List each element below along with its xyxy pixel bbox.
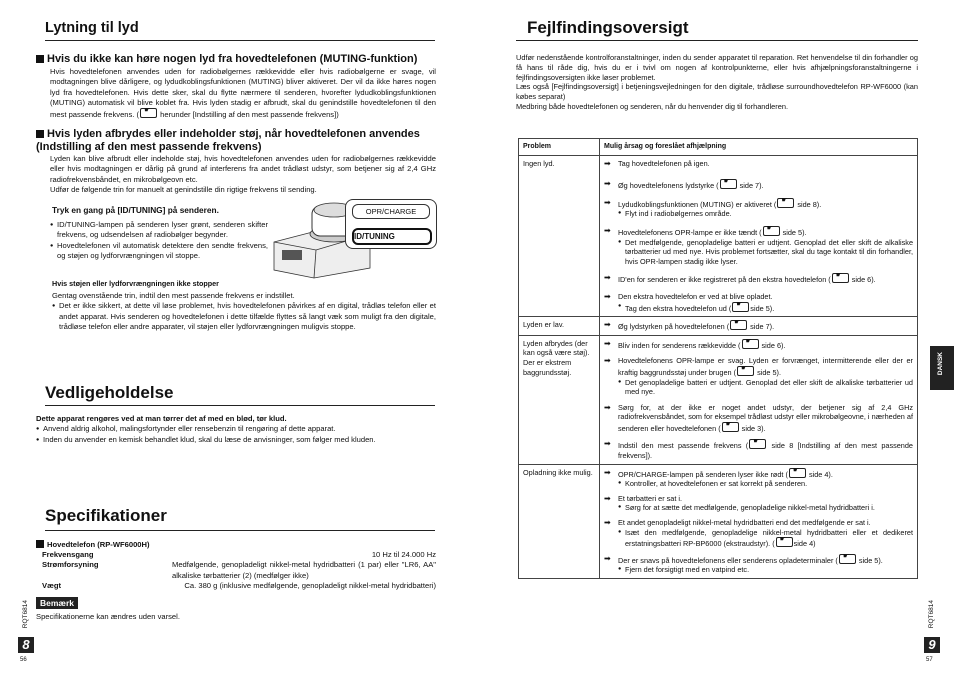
bullet-item <box>618 302 913 314</box>
problem-cell: Lyden er lav. <box>519 317 600 336</box>
heading-rule <box>45 40 435 41</box>
remedy-ref-text: side 8). <box>795 199 822 209</box>
remedy-text: Tag hovedtelefonen på igen. <box>618 158 710 168</box>
remedy-text: Et tørbatteri er sat i. <box>618 493 683 503</box>
note-text: Specifikationerne kan ændres uden varsel. <box>36 612 180 621</box>
remedy-text: Der er snavs på hovedtelefonens eller senderens opladeterminaler ( <box>618 555 838 565</box>
table-header-row <box>519 139 918 156</box>
page-reference-icon <box>777 198 794 208</box>
spec-key: Frekvensgang <box>42 550 94 559</box>
page-reference-icon <box>839 554 856 564</box>
page-number: 8 <box>18 637 34 653</box>
spec-value: Ca. 380 g (inklusive medfølgende, genopladeligt nikkel-metal hydridbatteri) <box>184 580 436 590</box>
noise-paragraph <box>52 291 436 332</box>
spec-row <box>42 550 436 560</box>
heading-rule <box>516 40 918 41</box>
paragraph-text: Udfør de følgende trin for manuelt at genindstille din rigtige frekvens til sending. <box>50 184 317 194</box>
heading-rule <box>45 530 435 531</box>
opr-charge-button-label: OPR/CHARGE <box>352 204 430 219</box>
page-reference-icon <box>730 320 747 330</box>
remedy-cell <box>600 464 918 578</box>
remedy-text: Sørg for, at der ikke er noget andet udstyr, der betjener sig af 2,4 GHz radiofrekvensbåndet, som for eksempel trådløst udstyr eller mikrobølgeovne, i nærheden af senderen eller hovedtelefonen ( <box>618 402 913 433</box>
troubleshooting-intro <box>516 53 918 112</box>
remedy-text: Øg hovedtelefonens lydstyrke ( <box>618 181 719 191</box>
remedy-ref-text: side 6). <box>759 340 786 350</box>
id-tuning-button-label: ID/TUNING <box>352 228 432 245</box>
subsection-title-muting <box>36 53 436 66</box>
remedy-text: OPR/CHARGE-lampen på senderen lyser ikke rødt ( <box>618 469 788 479</box>
remedy-item <box>604 439 913 460</box>
page-reference-icon <box>140 108 157 118</box>
remedy-cell <box>600 155 918 317</box>
remedy-ref-text: side 5). <box>780 227 807 237</box>
spec-value: Medfølgende, genopladeligt nikkel-metal hydridbatteri (1 par) eller "LR6, AA" alkaliske tørbatterier (2) (medfølger ikke) <box>172 560 436 580</box>
bullet-item: ● Fjern det forsigtigt med en vatpind etc. <box>618 565 913 575</box>
bullet-item: ● Kontroller, at hovedtelefonen er sat korrekt på senderen. <box>618 479 913 489</box>
page-number: 9 <box>924 637 940 653</box>
remedy-ref-text: side 3). <box>739 423 766 433</box>
remedy-item <box>604 403 913 434</box>
bullet-item: ● Det medfølgende, genopladelige batteri er udtjent. Genoplad det eller skift de alkaliske tørbatterier ud med nye. Hvis problemet fortsætter, skal du tage kontakt til din forhandler, hvis OPR-lampen stadig ikke lyser. <box>618 238 913 267</box>
page-reference-icon <box>732 302 749 312</box>
remedy-text: Øg lydstyrken på hovedtelefonen ( <box>618 322 730 332</box>
spec-key: Strømforsyning <box>42 560 99 570</box>
problem-cell: Lyden afbrydes (der kan også være støj). Der er ekstrem baggrundsstøj. <box>519 335 600 464</box>
spec-row <box>42 581 436 591</box>
step-title: Tryk en gang på [ID/TUNING] på senderen. <box>52 205 219 215</box>
bullet-ref-text: side 5). <box>750 303 775 313</box>
troubleshooting-table <box>518 138 918 579</box>
remedy-ref-text: side 7). <box>737 181 764 191</box>
remedy-text: Hovedtelefonens OPR-lampe er ikke tændt ( <box>618 227 762 237</box>
remedy-ref-text: side 8 [Indstilling af den mest passende frekvens]). <box>618 441 913 461</box>
note-label: Bemærk <box>36 597 78 609</box>
paragraph-text: Hvis hovedtelefonen anvendes uden for radiobølgernes rækkevidde eller hvis radiobølgerne er svage, vil modtagningen blive dårligere, og lydudkoblingsfunktionen (MUTING) bliver aktiveret. Der vil da ikke høres nogen lyd fra hovedtelefonen. Hvis dette sker, skal du flytte nærmere til senderen, hvorefter lydudkoblingsfunktionen (MUTING) automatisk vil blive koblet fra. Hvis lyden stadig er afbrudt, skal du genindstille hovedtelefonen til den mest passende frekvens. ( <box>50 67 436 120</box>
remedy-item <box>604 159 913 169</box>
subsection-title-text: Hvis lyden afbrydes eller indeholder støj, når hovedtelefonen anvendes (Indstilling af den mest passende frekvens) <box>36 128 420 153</box>
remedy-item <box>604 292 913 313</box>
table-row <box>519 335 918 464</box>
remedy-text: Et andet genopladeligt nikkel-metal hydridbatteri end det medfølgende er sat i. <box>618 518 871 528</box>
section-heading-troubleshooting: Fejlfindingsoversigt <box>527 18 689 37</box>
document-code: RQT6814 <box>928 600 935 629</box>
table-row <box>519 155 918 317</box>
remedy-ref-text: side 5). <box>856 555 883 565</box>
bullet-item: ● Sørg for at sætte det medfølgende, genopladelige nikkel-metal hydridbatteri i. <box>618 503 913 513</box>
remedy-item <box>604 226 913 266</box>
remedy-item <box>604 339 913 351</box>
paragraph-text: Medbring både hovedtelefonen og senderen, når du henvender dig til forhandleren. <box>516 101 789 111</box>
remedy-item <box>604 320 913 332</box>
heading-rule <box>45 405 435 406</box>
spec-subtitle-text: Hovedtelefon (RP-WF6000H) <box>47 540 150 549</box>
remedy-text: ID'en for senderen er ikke registreret på den ekstra hovedtelefon ( <box>618 275 831 285</box>
remedy-item <box>604 554 913 575</box>
spec-table <box>42 550 436 591</box>
bullet-ref-text: side 4) <box>793 539 816 549</box>
button-callout-box <box>345 199 437 249</box>
subsection-title-text: Hvis du ikke kan høre nogen lyd fra hovedtelefonen (MUTING-funktion) <box>47 53 418 65</box>
remedy-cell <box>600 335 918 464</box>
bullet-item: ● Hovedtelefonen vil automatisk detektere den sendte frekvens, og støjen og lydforvrængningen vil stoppe. <box>50 241 268 262</box>
page-reference-icon <box>776 537 793 547</box>
maintenance-text <box>36 414 436 445</box>
page-reference-icon <box>749 439 766 449</box>
section-heading-maintenance: Vedligeholdelse <box>45 383 174 402</box>
footer-page-number: 56 <box>20 657 27 663</box>
remedy-item <box>604 273 913 285</box>
language-tab <box>930 346 954 390</box>
bullet-text: Isæt den medfølgende, genopladelige nikkel-metal hydridbatteri eller et dedikeret erstatningsbatteri RP-BP6000 (ekstraudstyr). ( <box>625 527 913 549</box>
remedy-ref-text: side 6). <box>849 275 876 285</box>
step-bullets <box>50 220 268 261</box>
page-reference-icon <box>742 339 759 349</box>
remedy-item <box>604 356 913 396</box>
bullet-item: ● ID/TUNING-lampen på senderen lyser grønt, senderen skifter frekvens, og udsendelsen af radiobølger begynder. <box>50 220 268 241</box>
page-reference-icon <box>720 179 737 189</box>
remedy-ref-text: side 7). <box>748 322 775 332</box>
remedy-cell <box>600 317 918 336</box>
subsection-title-noise <box>36 128 436 154</box>
remedy-text: Den ekstra hovedtelefon er ved at blive opladet. <box>618 291 773 301</box>
footer-page-number: 57 <box>926 657 933 663</box>
remedy-text: Lydudkoblingsfunktionen (MUTING) er aktiveret ( <box>618 199 777 209</box>
bullet-item: ● Det er ikke sikkert, at dette vil løse problemet, hvis hovedtelefonen påvirkes af en digital, trådløs telefon eller et andet apparat. Hvis senderen og hovedtelefonen i dette tilfælde flyttes så langt væk som muligt fra den digitale, trådløse telefon eller andre apparater, vil støjen eller lydforvrængningen muligvis stoppe. <box>52 301 436 332</box>
table-row <box>519 317 918 336</box>
page-reference-icon <box>789 468 806 478</box>
document-code: RQT6814 <box>22 600 29 629</box>
paragraph-text: Gentag ovenstående trin, indtil den mest passende frekvens er indstillet. <box>52 291 295 300</box>
paragraph-text: Udfør nedenstående kontrolforanstaltninger, inden du sender apparatet til reparation. Ret henvendelse til din forhandler og få hans til råde dig, hvis du er i tvivl om nogen af kontrolpunkterne, eller hvis afhjælpningsforanstaltningerne i fejlfindingsoversigten ikke løser problemet. <box>516 53 918 82</box>
bullet-text: Tag den ekstra hovedtelefon ud ( <box>625 303 732 313</box>
remedy-item <box>604 198 913 219</box>
page-reference-icon <box>832 273 849 283</box>
paragraph-text: Læs også [Fejlfindingsoversigt] i betjeningsvejledningen for den digitale, trådløse surroundhovedtelefon RP-WF6000 (kan købes separat) <box>516 82 918 102</box>
paragraph-text: herunder [Indstilling af den mest passende frekvens]) <box>158 110 339 120</box>
remedy-item <box>604 468 913 489</box>
remedy-ref-text: side 5). <box>755 367 782 377</box>
spec-key: Vægt <box>42 580 61 590</box>
language-tab-label: DANSK <box>937 352 944 376</box>
spec-row <box>42 560 436 581</box>
remedy-ref-text: side 4). <box>806 469 833 479</box>
remedy-item <box>604 518 913 549</box>
bullet-item: ● Anvend aldrig alkohol, malingsfortynder eller rensebenzin til rengøring af dette apparat. <box>36 424 436 434</box>
remedy-text: Hovedtelefonens OPR-lampe er svag. Lyden er forvrænget, intermitterende eller der er kraftig baggrundsstøj under brugen ( <box>618 356 913 377</box>
page-reference-icon <box>737 366 754 376</box>
bullet-item: ● Flyt ind i radiobølgernes område. <box>618 209 913 219</box>
remedy-item <box>604 179 913 191</box>
page-reference-icon <box>763 226 780 236</box>
paragraph-text: Lyden kan blive afbrudt eller indeholde støj, hvis hovedtelefonen anvendes uden for radiobølgernes rækkevidde eller hvis modtagningen er dårlig på grund af interferens fra andet trådløst udstyr, som betjener sig af 2,4 GHz radiofrekvensbåndet, en mikrobølgeovn etc. <box>50 154 436 184</box>
remedy-item <box>604 494 913 513</box>
section-heading-sound: Lytning til lyd <box>45 20 139 36</box>
paragraph-muting <box>50 67 436 120</box>
noise-title: Hvis støjen eller lydforvrængningen ikke stopper <box>52 279 219 288</box>
column-header: Mulig årsag og foreslået afhjælpning <box>600 139 918 156</box>
remedy-text: Bliv inden for senderens rækkevidde ( <box>618 340 741 350</box>
paragraph-noise <box>50 154 436 195</box>
bullet-item <box>618 528 913 549</box>
bullet-item: ● Inden du anvender en kemisk behandlet klud, skal du læse de anvisninger, som følger med kluden. <box>36 435 436 445</box>
bullet-item: ● Det genopladelige batteri er udtjent. Genoplad det eller skift de alkaliske tørbatterier ud med nye. <box>618 378 913 397</box>
spec-subtitle <box>36 540 150 550</box>
problem-cell: Ingen lyd. <box>519 155 600 317</box>
page-reference-icon <box>722 422 739 432</box>
remedy-text: Indstil den mest passende frekvens ( <box>618 441 749 451</box>
paragraph-text: Dette apparat rengøres ved at man tørrer det af med en blød, tør klud. <box>36 414 287 423</box>
problem-cell: Opladning ikke mulig. <box>519 464 600 578</box>
spec-value: 10 Hz til 24.000 Hz <box>371 550 436 559</box>
column-header: Problem <box>519 139 600 156</box>
section-heading-specifications: Specifikationer <box>45 506 167 525</box>
table-row <box>519 464 918 578</box>
